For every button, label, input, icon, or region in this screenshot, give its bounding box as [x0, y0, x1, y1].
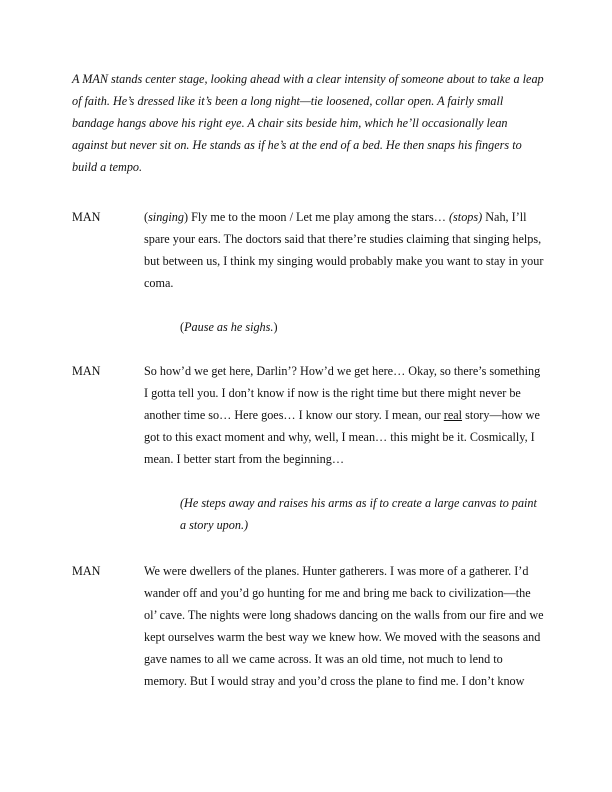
inline-direction: (stops) — [449, 210, 483, 224]
dialogue-block: We were dwellers of the planes. Hunter gatherers. I was more of a gatherer. I’d wander off and you’d go hunting for me and bring me back to civilization—the ol’ cave. The nights were long shadows dancing on the walls from our fire and we kept ourselves warm the best way we knew how. We moved with the seasons and gave names to all we came across. It was an old time, not much to lend to memory. But I would stray and you’d cross the plane to find me. I don’t know — [144, 564, 544, 688]
parenthetical — [180, 316, 540, 338]
dialogue-block — [144, 206, 544, 294]
dialogue-text: Fly me to the moon / Let me play among the stars… — [188, 210, 449, 224]
paren-open: ( — [144, 210, 149, 224]
dialogue-text: So how’d we get here, Darlin’? How’d we get here… Okay, so there’s something I gotta tell you. I don’t know if now is the right time but there might never be another time so… Here goes… I know our story. I mean, our — [144, 364, 541, 422]
paren-close: ) — [183, 210, 189, 224]
speaker-name: MAN — [72, 564, 101, 578]
paren-close: ) — [273, 320, 278, 334]
dialogue-block — [144, 360, 544, 470]
speaker-name: MAN — [72, 364, 101, 378]
parenthetical: (He steps away and raises his arms as if to create a large canvas to paint a story upon.) — [180, 496, 537, 532]
paren-open: ( — [180, 320, 185, 334]
underlined-word: real — [443, 408, 463, 422]
opening-stage-direction: A MAN stands center stage, looking ahead with a clear intensity of someone about to take a leap of faith. He’s dressed like it’s been a long night—tie loosened, collar open. A fairly small bandage hangs above his right eye. A chair sits beside him, which he’ll occasionally lean against but never sit on. He stands as if he’s at the end of a bed. He then snaps his fingers to build a tempo. — [72, 72, 544, 174]
dialogue-text: story—how we got to this exact moment and why, well, I mean… this might be it. Cosmically, I mean. I better start from the beginning… — [144, 408, 540, 466]
speaker-name: MAN — [72, 210, 101, 224]
inline-direction: singing — [148, 210, 184, 224]
dialogue-text: Nah, I’ll spare your ears. The doctors said that there’re studies claiming that singing helps, but between us, I think my singing would probably make you want to stay in your coma. — [144, 210, 544, 290]
parenthetical-text: Pause as he sighs. — [184, 320, 274, 334]
